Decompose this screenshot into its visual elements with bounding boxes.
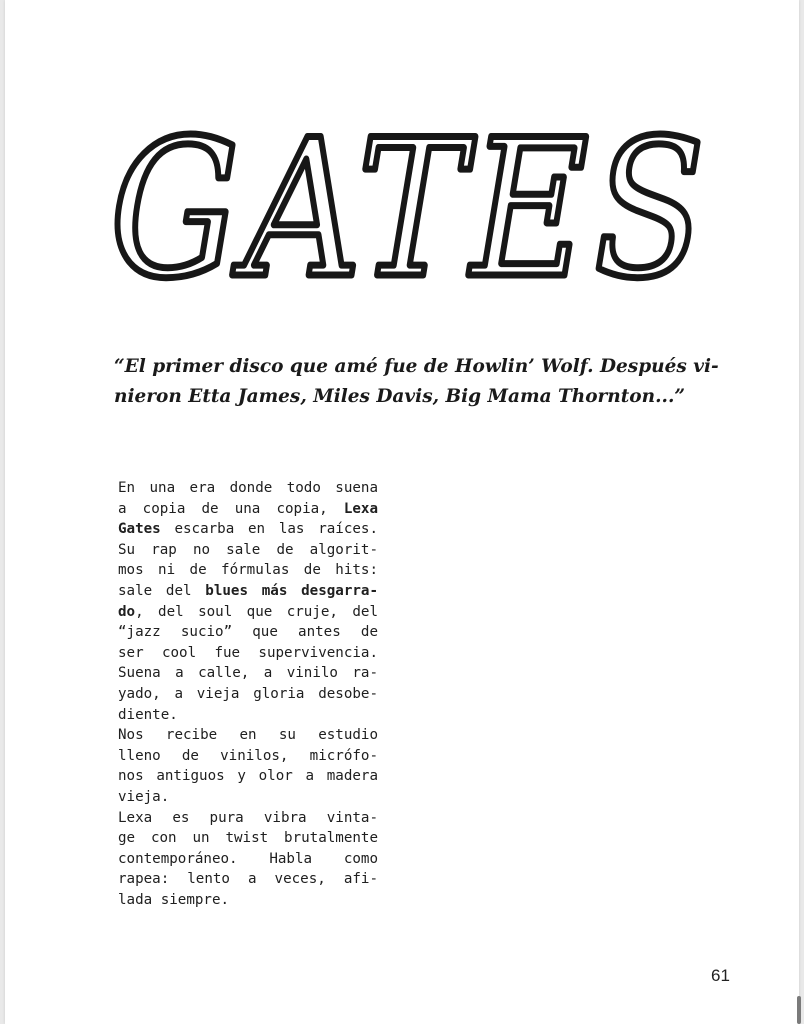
article-body bbox=[118, 478, 378, 910]
body-line: “jazz sucio” que antes de bbox=[118, 624, 378, 641]
article-title bbox=[100, 98, 720, 330]
bold-name: Lexa bbox=[343, 500, 378, 517]
body-text: escarba en las raíces. bbox=[160, 521, 378, 538]
body-line bbox=[118, 499, 378, 520]
bold-name: Gates bbox=[118, 521, 161, 538]
body-line bbox=[118, 602, 378, 623]
body-line: En una era donde todo suena bbox=[118, 480, 378, 496]
body-text: a copia de una copia, bbox=[118, 500, 328, 517]
body-line: Nos recibe en su estudio bbox=[118, 727, 378, 744]
scrollbar-thumb[interactable] bbox=[797, 996, 801, 1024]
body-text: , del soul que cruje, del bbox=[135, 603, 378, 620]
body-line: ge con un twist brutalmente bbox=[118, 830, 378, 847]
body-line: mos ni de fórmulas de hits: bbox=[118, 562, 378, 579]
body-line bbox=[118, 581, 378, 602]
body-line: Su rap no sale de algorit- bbox=[118, 541, 378, 558]
body-line: contemporáneo. Habla como bbox=[118, 850, 378, 867]
body-line: ser cool fue supervivencia. bbox=[118, 644, 378, 661]
body-line: lada siempre. bbox=[118, 891, 230, 908]
body-line: vieja. bbox=[118, 788, 170, 805]
bold-phrase: blues más desgarra- bbox=[205, 582, 379, 599]
body-line: Suena a calle, a vinilo ra- bbox=[118, 665, 378, 682]
body-line: nos antiguos y olor a madera bbox=[118, 768, 378, 785]
pull-quote-line-2: nieron Etta James, Miles Davis, Big Mama Thornton...” bbox=[114, 386, 686, 407]
body-line bbox=[118, 519, 378, 540]
pull-quote-line-1: “El primer disco que amé fue de Howlin’ Wolf. Después vi- bbox=[114, 356, 719, 377]
body-text: sale del bbox=[118, 582, 206, 599]
body-line: rapea: lento a veces, afi- bbox=[118, 871, 378, 888]
bold-phrase: do bbox=[118, 603, 136, 620]
body-line: yado, a vieja gloria desobe- bbox=[118, 685, 378, 702]
pull-quote bbox=[114, 352, 719, 412]
title-script-svg bbox=[100, 98, 720, 330]
title-text: GATES bbox=[110, 98, 710, 321]
body-line: lleno de vinilos, micrófo- bbox=[118, 747, 378, 764]
page-number: 61 bbox=[711, 966, 730, 985]
body-line: diente. bbox=[118, 706, 178, 723]
magazine-page bbox=[5, 0, 799, 1024]
body-line: Lexa es pura vibra vinta- bbox=[118, 809, 378, 826]
